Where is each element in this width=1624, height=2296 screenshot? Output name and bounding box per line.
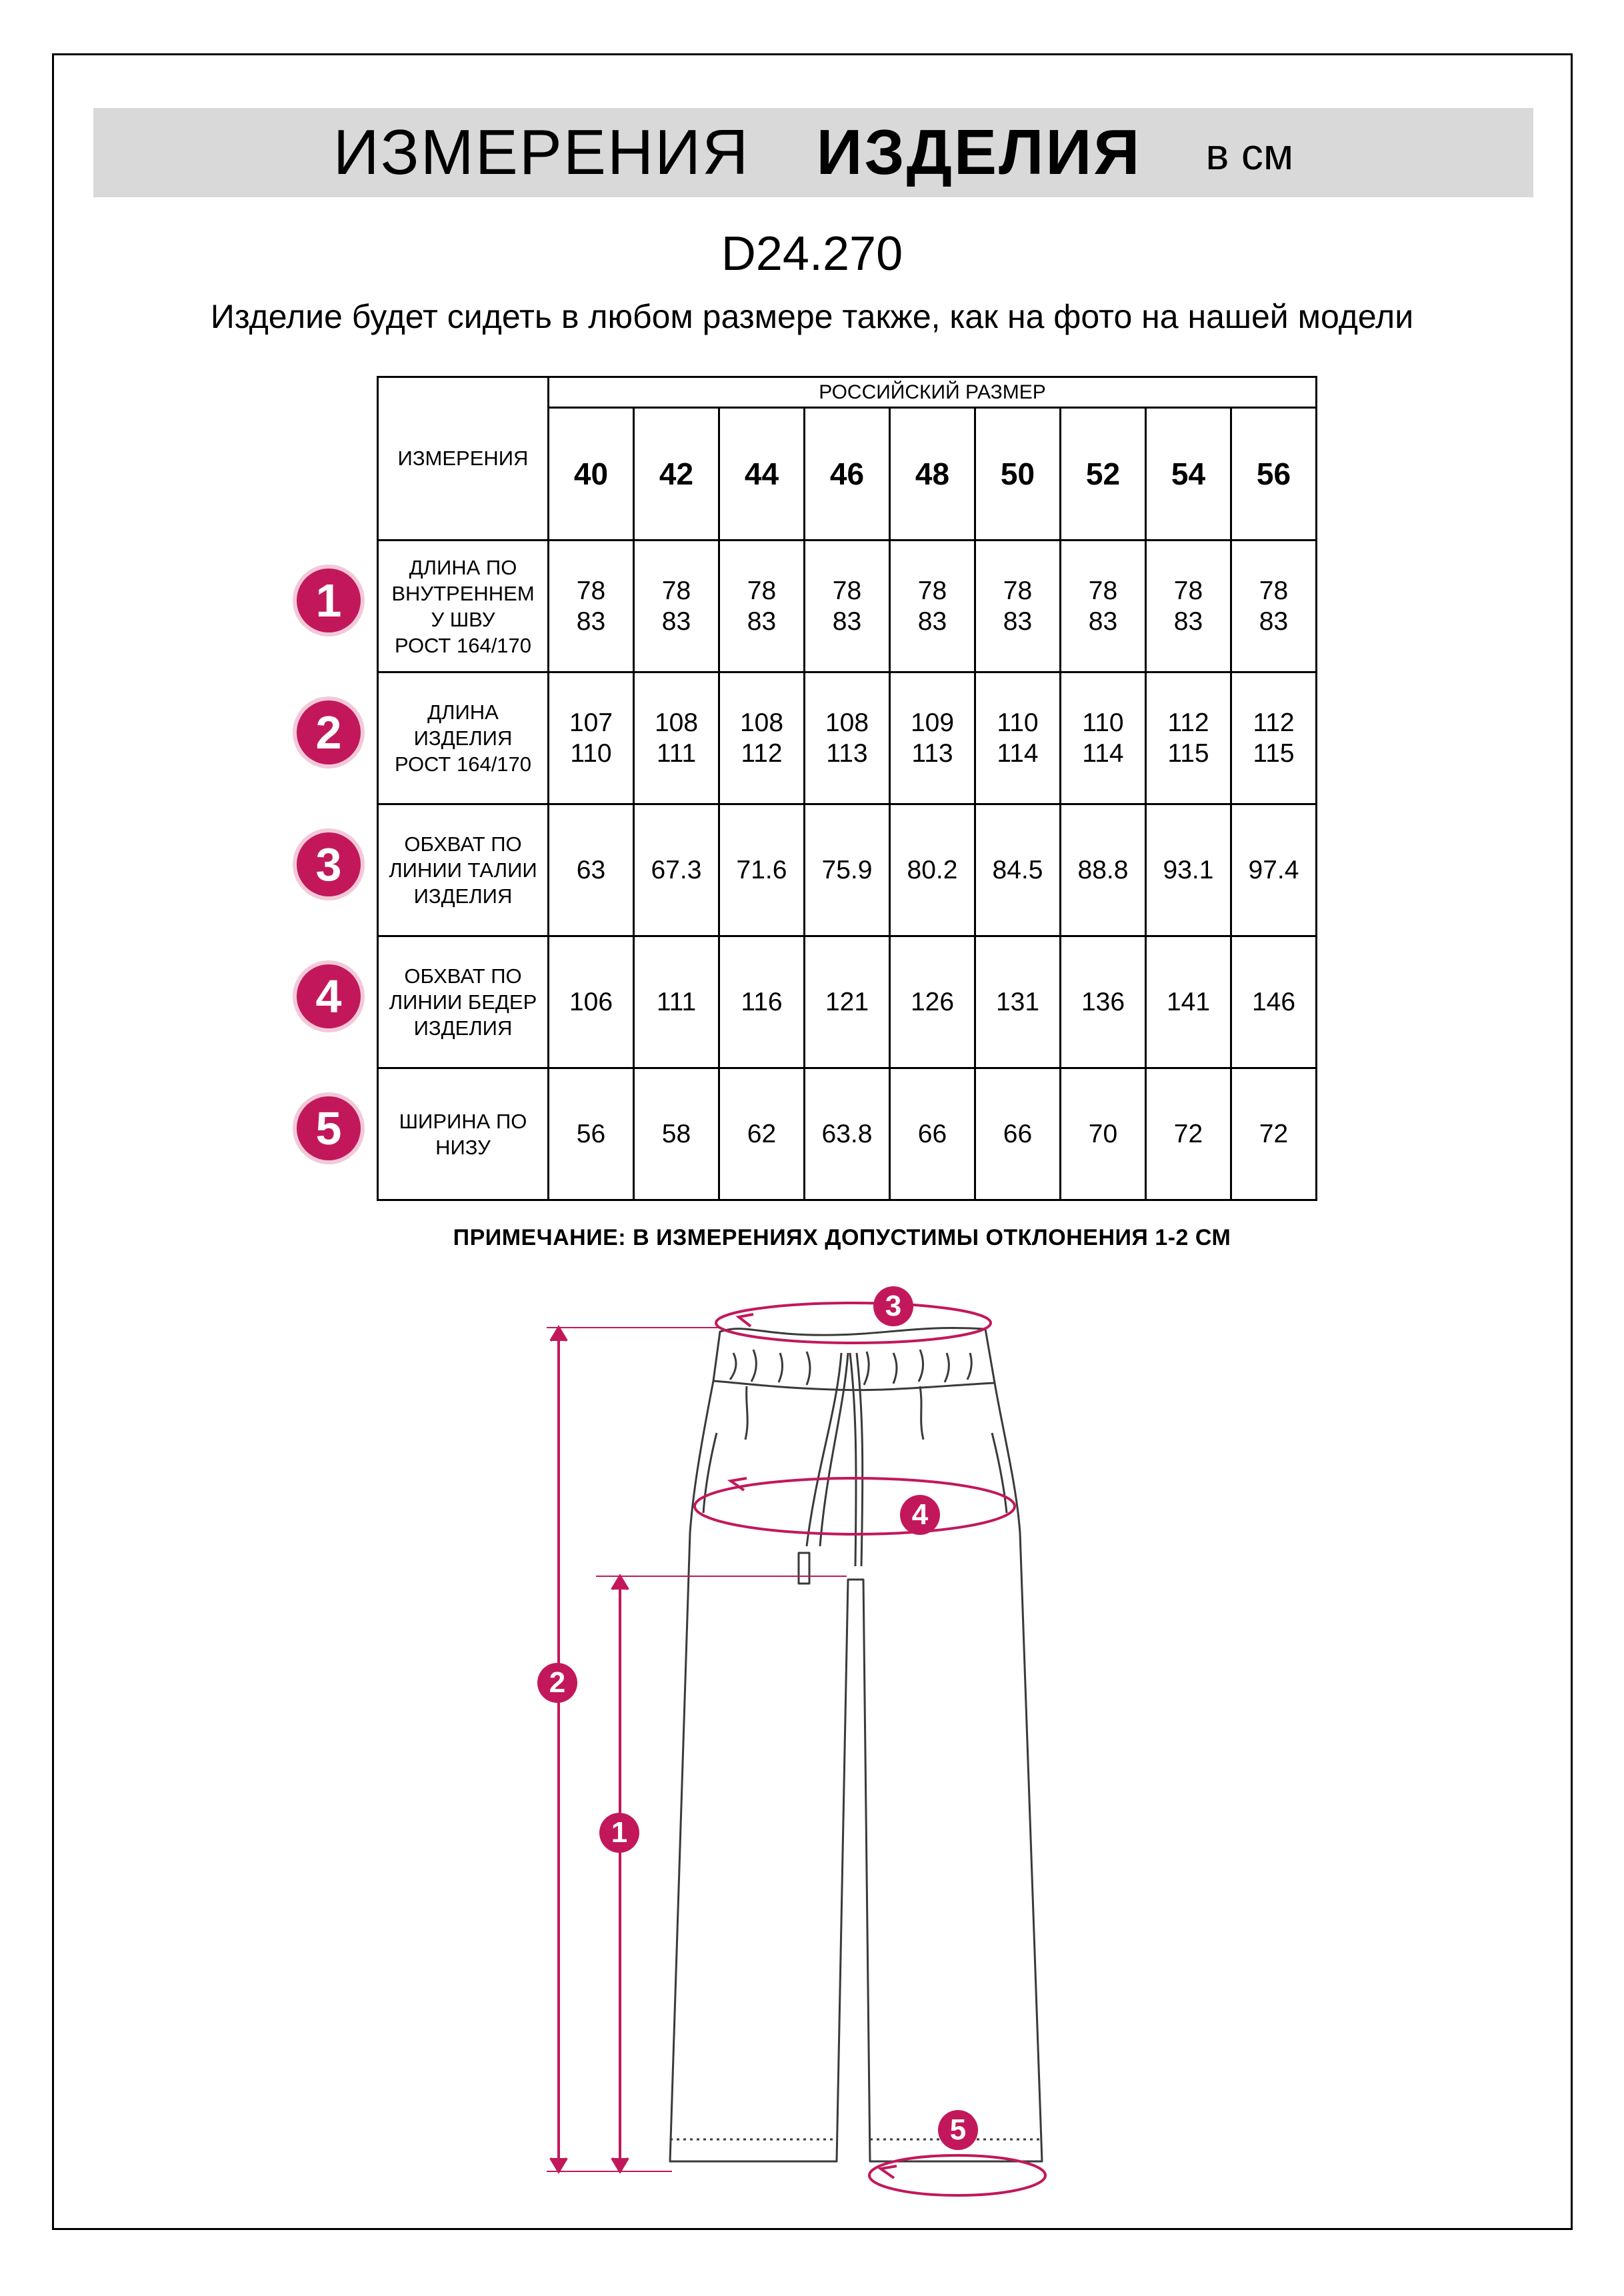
cell-value: 108 (739, 708, 784, 737)
cell-value: 111 (656, 987, 697, 1016)
cell-value: 116 (741, 987, 783, 1016)
cell-value: 72 (1259, 1119, 1289, 1148)
measure-label-line: ШИРИНА ПО (399, 1109, 527, 1133)
measure-label-line: РОСТ 164/170 (394, 633, 532, 657)
diagram-marker-2: 2 (537, 1663, 577, 1703)
cell-value: 112 (1167, 708, 1209, 737)
article-number: D24.270 (721, 227, 903, 281)
cell-value: 83 (1259, 606, 1289, 636)
measure-label-line: ЛИНИИ ТАЛИИ (389, 858, 537, 882)
measure-label-line: НИЗУ (435, 1135, 491, 1159)
cell-value: 78 (832, 576, 862, 605)
row-number-badge: 5 (297, 1096, 361, 1160)
cell-value: 111 (656, 738, 697, 768)
cell-value: 110 (570, 738, 612, 768)
cell-value: 83 (1173, 606, 1203, 636)
cell-value: 58 (661, 1119, 691, 1148)
cell-value: 113 (826, 738, 868, 768)
size-header-46: 46 (805, 408, 890, 541)
cell-value: 83 (1088, 606, 1118, 636)
cell-value: 121 (825, 987, 869, 1016)
row-number-badge: 2 (297, 700, 361, 764)
fit-note: Изделие будет сидеть в любом размере также, как на фото на нашей модели (210, 298, 1414, 335)
size-header-56: 56 (1231, 408, 1317, 541)
cell-value: 78 (917, 576, 947, 605)
row-number-badge: 4 (297, 964, 361, 1028)
measure-label-line: ОБХВАТ ПО (404, 832, 522, 856)
cell-value: 66 (917, 1119, 947, 1148)
cell-value: 56 (576, 1119, 606, 1148)
cell-value: 78 (576, 576, 606, 605)
cell-value: 63 (576, 855, 606, 884)
measure-label-line: ВНУТРЕННЕМ (391, 581, 535, 605)
measure-label-line: ИЗДЕЛИЯ (413, 1016, 513, 1040)
cell-value: 110 (1082, 708, 1124, 737)
cell-value: 115 (1167, 738, 1209, 768)
cell-value: 114 (997, 738, 1039, 768)
cell-value: 113 (911, 738, 953, 768)
diagram-marker-4: 4 (900, 1495, 940, 1535)
cell-value: 112 (1253, 708, 1295, 737)
size-header-54: 54 (1146, 408, 1231, 541)
cell-value: 106 (569, 987, 613, 1016)
cell-value: 126 (910, 987, 955, 1016)
measure-label-line: ИЗДЕЛИЯ (413, 884, 513, 908)
cell-value: 112 (741, 738, 783, 768)
tolerance-note: ПРИМЕЧАНИЕ: В ИЗМЕРЕНИЯХ ДОПУСТИМЫ ОТКЛОНЕНИЯ 1-2 СМ (453, 1225, 1231, 1250)
size-group-header: РОССИЙСКИЙ РАЗМЕР (549, 377, 1317, 408)
row-number-badge: 3 (297, 832, 361, 896)
cell-value: 78 (747, 576, 777, 605)
cell-value: 84.5 (992, 855, 1043, 884)
measure-label-line: ДЛИНА (427, 700, 499, 724)
row-number-badge: 1 (297, 569, 361, 632)
cell-value: 80.2 (907, 855, 958, 884)
cell-value: 78 (661, 576, 691, 605)
cell-value: 83 (917, 606, 947, 636)
cell-value: 78 (1003, 576, 1033, 605)
cell-value: 136 (1081, 987, 1125, 1016)
measure-label-line: ЛИНИИ БЕДЕР (389, 990, 537, 1014)
size-header-48: 48 (890, 408, 975, 541)
cell-value: 83 (1003, 606, 1033, 636)
cell-value: 78 (1173, 576, 1203, 605)
title-light: ИЗМЕРЕНИЯ (333, 117, 750, 188)
cell-value: 131 (995, 987, 1040, 1016)
measure-header: ИЗМЕРЕНИЯ (378, 377, 549, 541)
cell-value: 146 (1251, 987, 1296, 1016)
measure-label-line: ОБХВАТ ПО (404, 964, 522, 988)
cell-value: 66 (1003, 1119, 1033, 1148)
cell-value: 88.8 (1077, 855, 1129, 884)
title-bold: ИЗДЕЛИЯ (816, 117, 1142, 188)
cell-value: 75.9 (821, 855, 873, 884)
cell-value: 107 (569, 708, 613, 737)
cell-value: 110 (997, 708, 1039, 737)
cell-value: 83 (661, 606, 691, 636)
cell-value: 78 (1259, 576, 1289, 605)
diagram-marker-1: 1 (599, 1813, 639, 1853)
size-header-40: 40 (549, 408, 634, 541)
cell-value: 108 (654, 708, 699, 737)
cell-value: 83 (832, 606, 862, 636)
cell-value: 109 (910, 708, 955, 737)
size-header-42: 42 (634, 408, 719, 541)
measure-label-line: У ШВУ (431, 607, 495, 631)
cell-value: 72 (1173, 1119, 1203, 1148)
cell-value: 71.6 (736, 855, 787, 884)
measure-label-line: ИЗДЕЛИЯ (413, 726, 513, 750)
diagram-marker-3: 3 (873, 1286, 913, 1326)
cell-value: 62 (747, 1119, 777, 1148)
cell-value: 93.1 (1163, 855, 1214, 884)
cell-value: 114 (1082, 738, 1124, 768)
cell-value: 108 (825, 708, 869, 737)
cell-value: 83 (576, 606, 606, 636)
title-unit: в см (1205, 129, 1294, 179)
cell-value: 97.4 (1248, 855, 1299, 884)
size-header-50: 50 (975, 408, 1061, 541)
cell-value: 78 (1088, 576, 1118, 605)
diagram-marker-5: 5 (938, 2110, 978, 2150)
size-header-52: 52 (1061, 408, 1146, 541)
cell-value: 67.3 (651, 855, 702, 884)
cell-value: 70 (1088, 1119, 1118, 1148)
measure-label-line: РОСТ 164/170 (394, 752, 532, 776)
size-header-44: 44 (719, 408, 805, 541)
measure-label-line: ДЛИНА ПО (409, 555, 517, 579)
cell-value: 141 (1166, 987, 1211, 1016)
cell-value: 63.8 (821, 1119, 873, 1148)
cell-value: 115 (1253, 738, 1295, 768)
cell-value: 83 (747, 606, 777, 636)
